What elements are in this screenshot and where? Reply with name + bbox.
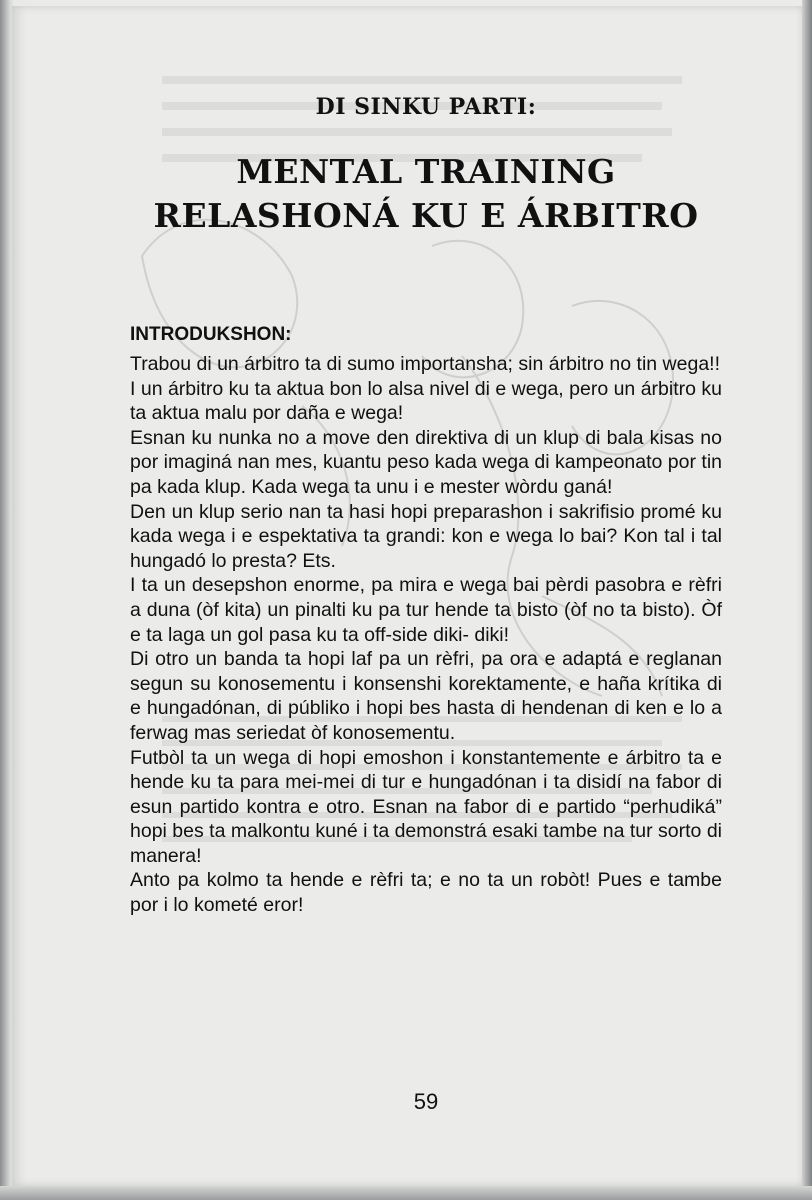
- paragraph: Futbòl ta un wega di hopi emoshon i konstantemente e árbitro ta e hende ku ta para mei-mei di tur e hungadónan i ta disidí na fabor di esun partido kontra e otro. Esnan na fabor di e partido “perhudiká” hopi bes ta malkontu kuné i ta demonstrá esaki tambe na tur sorto di manera!: [130, 746, 722, 867]
- paragraph: I ta un desepshon enorme, pa mira e wega bai pèrdi pasobra e rèfri a duna (òf kita) un pinalti ku pa tur hende ta bisto (òf no ta bisto). Òf e ta laga un gol pasa ku ta off-side diki- diki!: [130, 574, 722, 646]
- body-text: [130, 352, 722, 918]
- paragraph: Di otro un banda ta hopi laf pa un rèfri, pa ora e adaptá e reglanan segun su konosementu i konsenshi korektamente, e haña krítika di e hungadónan, di públiko i hopi bes hasta di hendenan di ken e lo a ferwag mas seriedat òf konosementu.: [130, 648, 722, 744]
- chapter-title-line-1: MENTAL TRAINING: [236, 152, 616, 191]
- page-bottom-edge: [0, 1186, 812, 1200]
- page-right-edge: [802, 0, 812, 1200]
- paragraph: Den un klup serio nan ta hasi hopi preparashon i sakrifisio promé ku kada wega i e espektativa ta grandi: kon e wega lo bai? Kon tal i tal hungadó lo presta? Ets.: [130, 500, 722, 572]
- paragraph: Trabou di un árbitro ta di sumo importansha; sin árbitro no tin wega!!: [130, 353, 720, 375]
- paragraph: I un árbitro ku ta aktua bon lo alsa nivel di e wega, pero un árbitro ku ta aktua malu por daña e wega!: [130, 377, 722, 425]
- section-heading: INTRODUKSHON:: [130, 324, 292, 345]
- chapter-title-line-2: RELASHONÁ KU E ÁRBITRO: [153, 196, 699, 235]
- paragraph: Anto pa kolmo ta hende e rèfri ta; e no ta un robòt! Pues e tambe por i lo kometé eror!: [130, 869, 722, 917]
- book-page: [12, 6, 802, 1186]
- page-number: 59: [413, 1089, 439, 1114]
- section-label: DI SINKU PARTI:: [315, 94, 537, 120]
- paragraph: Esnan ku nunka no a move den direktiva di un klup di bala kisas no por imaginá nan mes, kuantu peso kada wega di kampeonato por tin pa kada klup. Kada wega ta unu i e mester wòrdu ganá!: [130, 426, 722, 498]
